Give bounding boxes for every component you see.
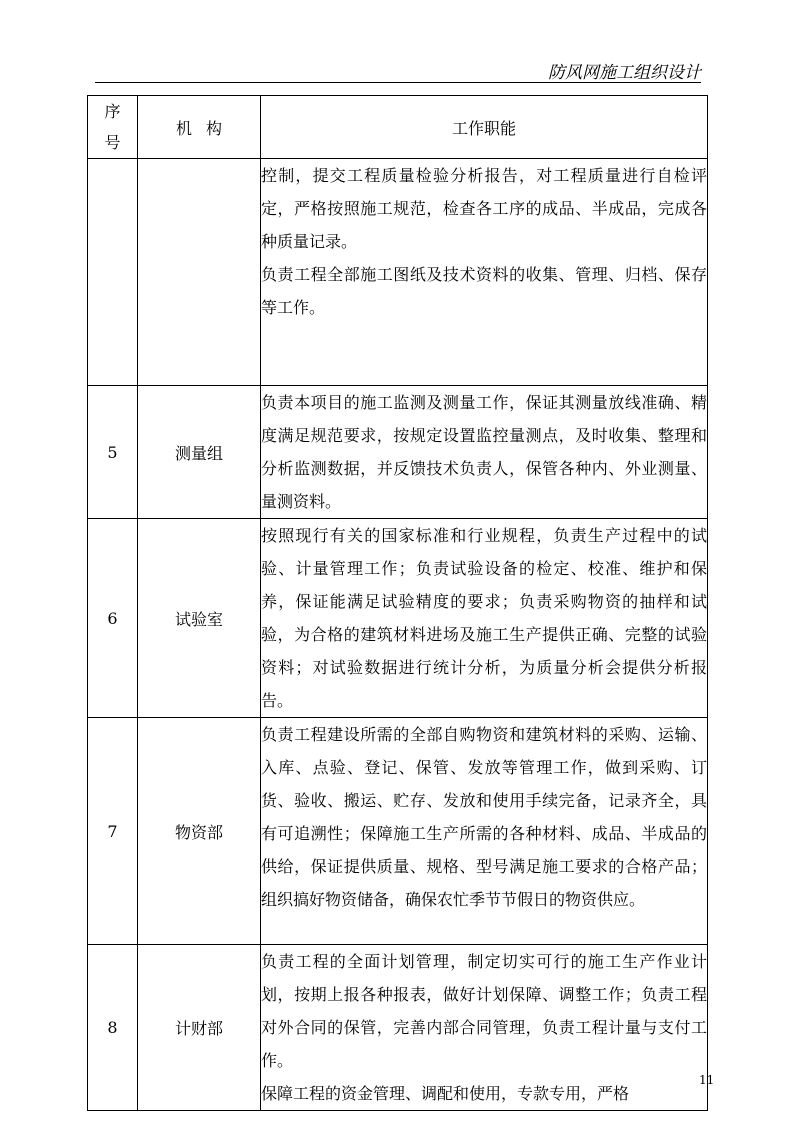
table-row bbox=[88, 519, 708, 718]
duty-paragraph: 负责工程的全面计划管理，制定切实可行的施工生产作业计划，按期上报各种报表，做好计划保障、调整工作；负责工程对外合同的保管，完善内部合同管理，负责工程计量与支付工作。 bbox=[261, 952, 707, 1070]
duty-paragraph: 按照现行有关的国家标准和行业规程，负责生产过程中的试验、计量管理工作；负责试验设备的检定、校准、维护和保养，保证能满足试验精度的要求；负责采购物资的抽样和试验，为合格的建筑材料进场及施工生产提供正确、完整的试验资料；对试验数据进行统计分析，为质量分析会提供分析报告。 bbox=[261, 526, 707, 710]
table-row bbox=[88, 386, 708, 519]
column-header-number bbox=[88, 96, 138, 159]
row-duties bbox=[261, 718, 708, 945]
duty-paragraph: 负责工程全部施工图纸及技术资料的收集、管理、归档、保存等工作。 bbox=[261, 265, 707, 317]
column-header-number-line-2: 号 bbox=[104, 133, 121, 152]
row-organization: 测量组 bbox=[138, 386, 261, 519]
row-number bbox=[88, 159, 138, 386]
duty-paragraph: 保障工程的资金管理、调配和使用，专款专用，严格 bbox=[261, 1084, 630, 1103]
row-organization: 试验室 bbox=[138, 519, 261, 718]
row-organization: 物资部 bbox=[138, 718, 261, 945]
duties-table bbox=[87, 95, 708, 1111]
table-row bbox=[88, 945, 708, 1111]
row-number: 7 bbox=[88, 718, 138, 945]
column-header-organization-label: 机构 bbox=[175, 118, 236, 138]
table-row bbox=[88, 718, 708, 945]
duty-paragraph: 负责本项目的施工监测及测量工作，保证其测量放线准确、精度满足规范要求，按规定设置监控量测点，及时收集、整理和分析监测数据，并反馈技术负责人，保管各种内、外业测量、量测资料。 bbox=[261, 393, 707, 511]
row-duties bbox=[261, 386, 708, 519]
row-number: 6 bbox=[88, 519, 138, 718]
row-organization bbox=[138, 159, 261, 386]
duty-paragraph: 控制，提交工程质量检验分析报告，对工程质量进行自检评定，严格按照施工规范，检查各工序的成品、半成品，完成各种质量记录。 bbox=[261, 166, 707, 251]
row-duties bbox=[261, 519, 708, 718]
header-rule bbox=[95, 82, 701, 83]
duty-paragraph: 负责工程建设所需的全部自购物资和建筑材料的采购、运输、入库、点验、登记、保管、发放等管理工作，做到采购、订货、验收、搬运、贮存、发放和使用手续完备，记录齐全，具有可追溯性；保障施工生产所需的各种材料、成品、半成品的供给，保证提供质量、规格、型号满足施工要求的合格产品；组织搞好物资储备，确保农忙季节节假日的物资供应。 bbox=[261, 725, 707, 909]
document-header-title: 防风网施工组织设计 bbox=[548, 63, 701, 83]
table-row bbox=[88, 159, 708, 386]
row-organization: 计财部 bbox=[138, 945, 261, 1111]
row-duties bbox=[261, 945, 708, 1111]
row-number: 5 bbox=[88, 386, 138, 519]
row-number: 8 bbox=[88, 945, 138, 1111]
table-header-row bbox=[88, 96, 708, 159]
row-duties bbox=[261, 159, 708, 386]
column-header-duties: 工作职能 bbox=[261, 96, 708, 159]
column-header-number-line-1: 序 bbox=[104, 102, 121, 121]
page-number: 11 bbox=[699, 1073, 715, 1087]
column-header-organization bbox=[138, 96, 261, 159]
